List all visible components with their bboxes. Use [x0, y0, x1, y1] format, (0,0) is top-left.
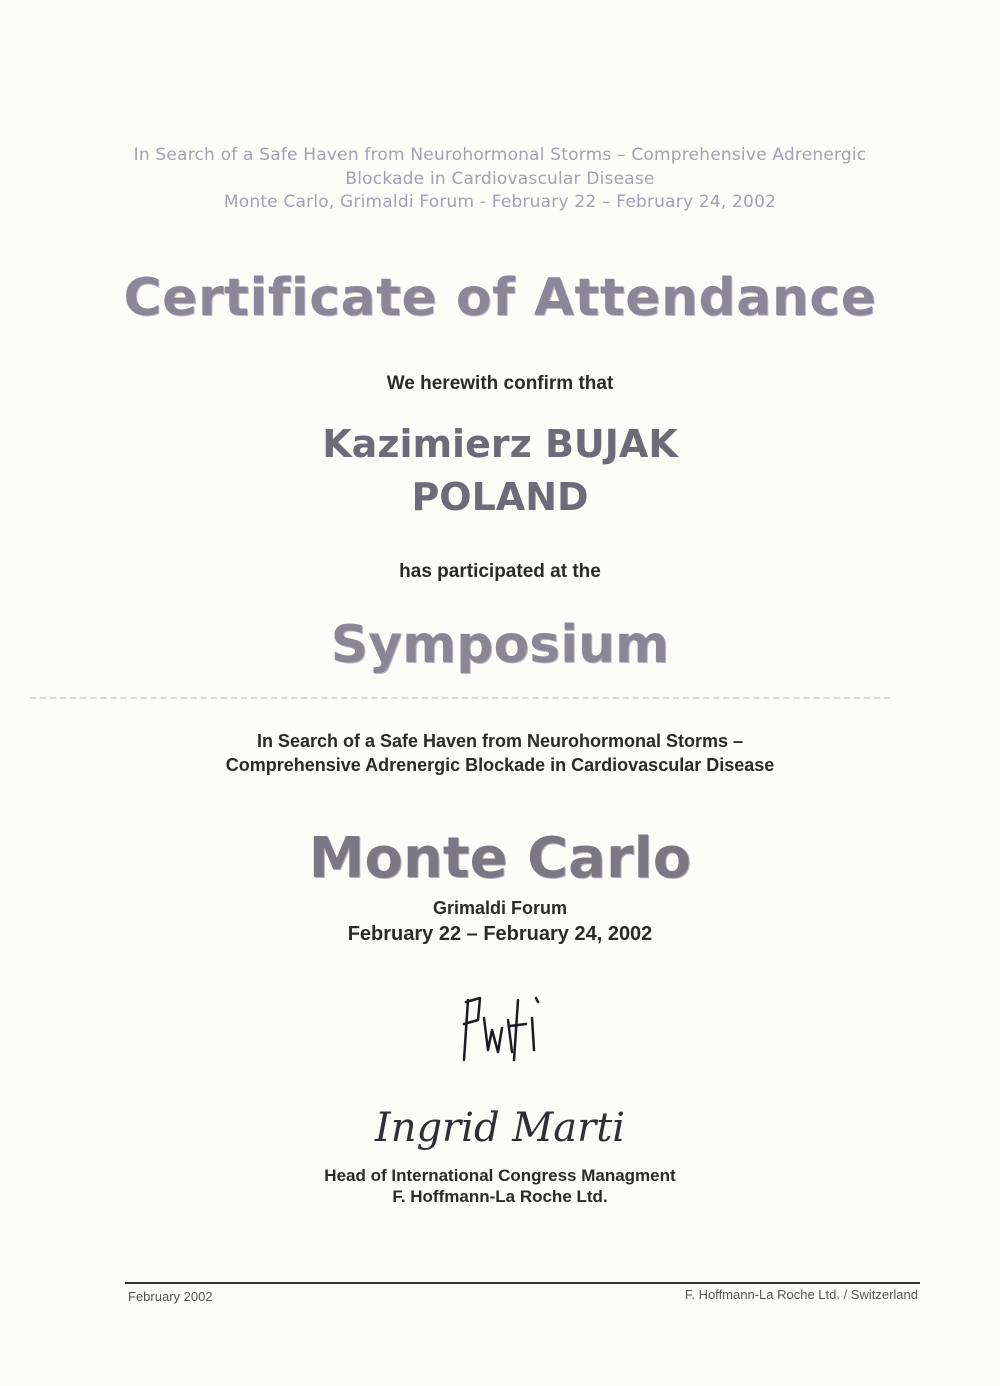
header-line-1: In Search of a Safe Haven from Neurohormonal Storms – Comprehensive Adrenergic [133, 145, 867, 165]
header-line-2: Blockade in Cardiovascular Disease [345, 169, 655, 189]
event-title-line-2: Comprehensive Adrenergic Blockade in Cardiovascular Disease [225, 755, 775, 775]
confirm-text: We herewith confirm that [386, 373, 614, 394]
handwritten-signature [458, 990, 568, 1070]
event-city: Monte Carlo [308, 826, 692, 891]
event-dates: February 22 – February 24, 2002 [347, 923, 653, 945]
certificate-title: Certificate of Attendance [123, 268, 877, 328]
signatory-role: Head of International Congress Managment [324, 1166, 676, 1185]
event-type: Symposium [330, 615, 670, 675]
fold-line [30, 697, 890, 699]
footer-company: F. Hoffmann-La Roche Ltd. / Switzerland [684, 1287, 918, 1302]
attendee-name: Kazimierz BUJAK [322, 422, 678, 466]
signatory-name: Ingrid Marti [374, 1105, 626, 1151]
footer-date: February 2002 [128, 1289, 213, 1304]
event-venue: Grimaldi Forum [432, 898, 567, 918]
signatory-company: F. Hoffmann-La Roche Ltd. [392, 1187, 608, 1206]
event-title-line-1: In Search of a Safe Haven from Neurohormonal Storms – [256, 731, 744, 751]
attendee-country: POLAND [411, 475, 589, 519]
footer-rule [125, 1282, 920, 1284]
header-line-3: Monte Carlo, Grimaldi Forum - February 22 – February 24, 2002 [223, 192, 777, 212]
participated-text: has participated at the [399, 561, 601, 582]
